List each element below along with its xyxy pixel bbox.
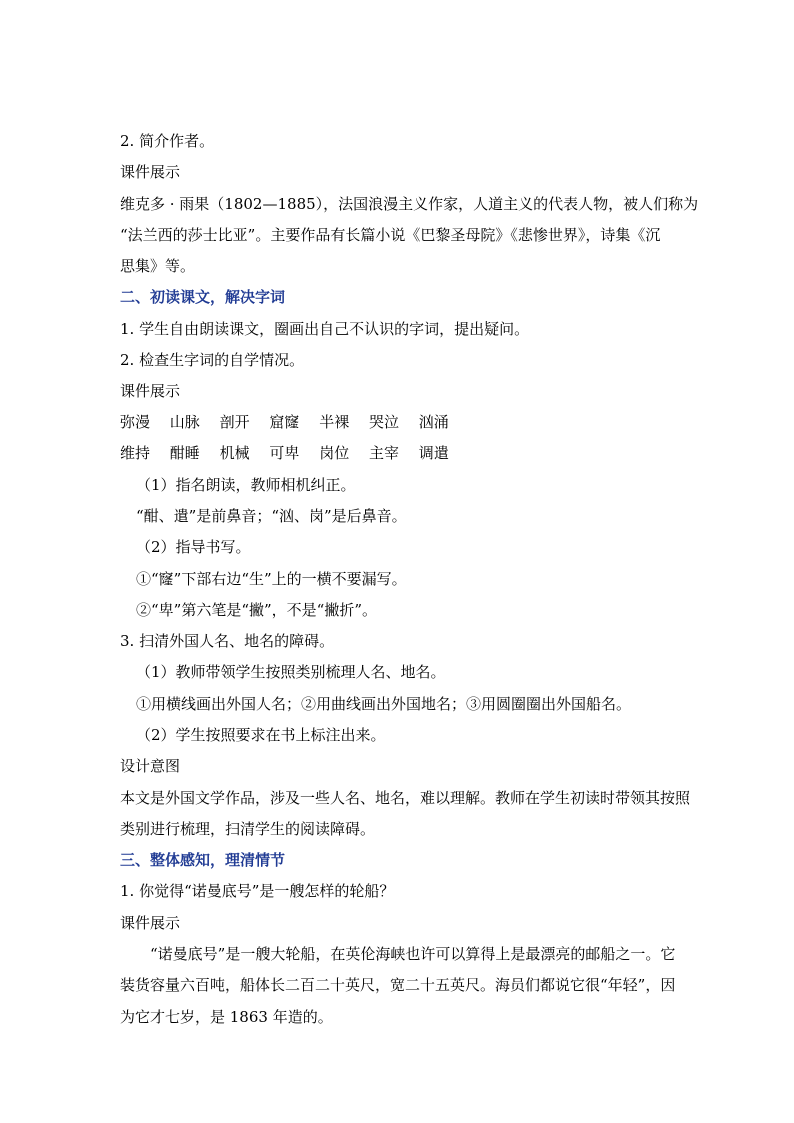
- vocab-word: 可卑: [269, 444, 300, 462]
- vocab-word: 山脉: [169, 413, 200, 431]
- paragraph-line: 思集》等。: [120, 257, 196, 275]
- section-heading-3: 三、整体感知，理清情节: [120, 851, 286, 869]
- sub-item: （2）学生按照要求在书上标注出来。: [136, 726, 386, 744]
- paragraph-line: “酣、遣”是前鼻音；“汹、岗”是后鼻音。: [136, 507, 407, 525]
- vocab-word: 哭泣: [368, 413, 399, 431]
- label-design-intent: 设计意图: [120, 757, 181, 775]
- sub-item: （2）指导书写。: [136, 538, 251, 556]
- paragraph-line: 本文是外国文学作品，涉及一些人名、地名，难以理解。教师在学生初读时带领其按照: [120, 789, 691, 807]
- paragraph-line: “诺曼底号”是一艘大轮船，在英伦海峡也许可以算得上是最漂亮的邮船之一。它: [150, 945, 676, 963]
- sub-item: （1）指名朗读，教师相机纠正。: [136, 476, 356, 494]
- sub-item: ②“卑”第六笔是“撇”，不是“撇折”。: [136, 601, 378, 619]
- label-courseware: 课件展示: [120, 914, 181, 932]
- vocab-word: 剖开: [219, 413, 250, 431]
- paragraph-line: 为它才七岁，是 1863 年造的。: [120, 1008, 333, 1026]
- vocab-word: 岗位: [319, 444, 350, 462]
- sub-item: （1）教师带领学生按照类别梳理人名、地名。: [136, 663, 446, 681]
- section-item-author: 2. 简介作者。: [120, 132, 215, 150]
- vocab-word: 窟窿: [269, 413, 300, 431]
- vocab-row-2: [120, 438, 680, 469]
- vocab-word: 维持: [120, 444, 151, 462]
- label-courseware: 课件展示: [120, 382, 181, 400]
- label-courseware: 课件展示: [120, 163, 181, 181]
- vocab-word: 机械: [219, 444, 250, 462]
- vocab-word: 主宰: [368, 444, 399, 462]
- list-item: 2. 检查生字词的自学情况。: [120, 351, 305, 369]
- vocab-word: 半裸: [319, 413, 350, 431]
- vocab-word: 汹涌: [418, 413, 449, 431]
- vocab-word: 弥漫: [120, 413, 151, 431]
- paragraph-line: “法兰西的莎士比亚”。主要作品有长篇小说《巴黎圣母院》《悲惨世界》，诗集《沉: [120, 226, 661, 244]
- vocab-word: 调遣: [418, 444, 449, 462]
- sub-item: ①用横线画出外国人名；②用曲线画出外国地名；③用圆圈圈出外国船名。: [136, 695, 632, 713]
- list-item: 1. 学生自由朗读课文，圈画出自己不认识的字词，提出疑问。: [120, 320, 530, 338]
- paragraph-line: 维克多 · 雨果（1802—1885），法国浪漫主义作家，人道主义的代表人物，被人们称为: [120, 195, 699, 213]
- paragraph-line: 类别进行梳理，扫清学生的阅读障碍。: [120, 820, 376, 838]
- sub-item: ①“窿”下部右边“生”上的一横不要漏写。: [136, 570, 407, 588]
- section-heading-2: 二、初读课文，解决字词: [120, 288, 286, 306]
- list-item: 3. 扫清外国人名、地名的障碍。: [120, 632, 335, 650]
- vocab-row-1: [120, 407, 680, 438]
- paragraph-line: 装货容量六百吨，船体长二百二十英尺，宽二十五英尺。海员们都说它很“年轻”，因: [120, 976, 676, 994]
- list-item: 1. 你觉得“诺曼底号”是一艘怎样的轮船？: [120, 882, 395, 900]
- vocab-word: 酣睡: [169, 444, 200, 462]
